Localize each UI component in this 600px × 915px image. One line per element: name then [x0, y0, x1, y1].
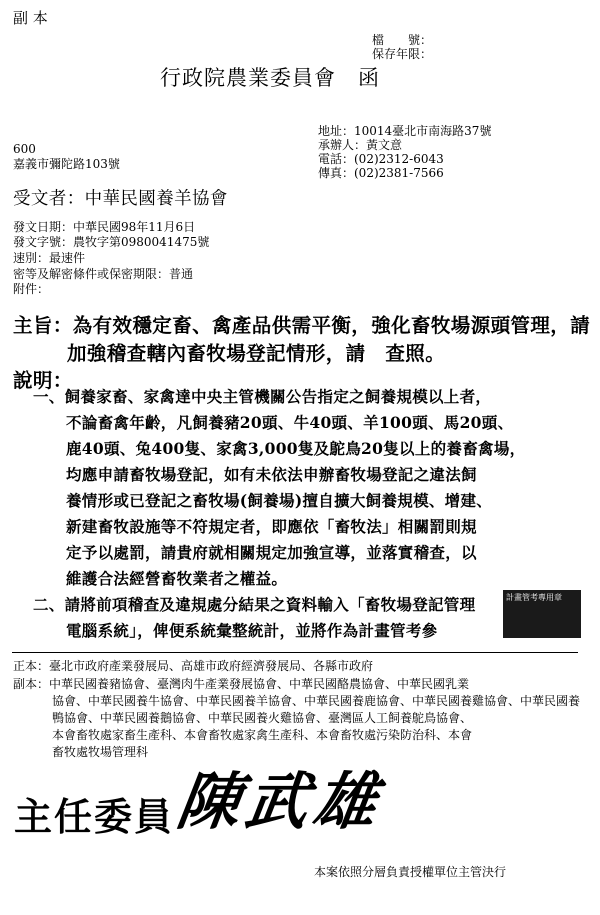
item-1-line: 均應申請畜牧場登記，如有未依法申辦畜牧場登記之違法飼 [66, 465, 477, 484]
delegation-note: 本案依照分層負責授權單位主管決行 [314, 865, 507, 879]
item-1-line: 一、飼養家畜、家禽達中央主管機關公告指定之飼養規模以上者， [33, 387, 492, 406]
subject-line-1: 主旨：為有效穩定畜、禽產品供需平衡，強化畜牧場源頭管理，請 [13, 314, 591, 337]
item-1-line: 新建畜牧設施等不符規定者，即應依「畜牧法」相關罰則規 [66, 517, 477, 536]
copy-line: 副本：中華民國養豬協會、臺灣肉牛產業發展協會、中華民國酪農協會、中華民國乳業 [13, 677, 470, 691]
official-copy-recipients: 正本：臺北市政府產業發展局、高雄市政府經濟發展局、各縣市政府 [13, 659, 374, 673]
issue-date: 發文日期：中華民國98年11月6日 [13, 220, 196, 234]
attachments: 附件： [13, 282, 50, 296]
sender-address: 地址：10014臺北市南海路37號 [318, 124, 492, 138]
chair-title: 主任委員 [14, 794, 175, 839]
explanation-label: 說明： [13, 369, 73, 392]
sender-phone: 電話：(02)2312-6043 [318, 152, 444, 166]
retention-label: 保存年限： [372, 47, 433, 61]
approval-stamp: 計畫管考專用章 [503, 590, 581, 638]
item-1-line: 不論畜禽年齡，凡飼養豬20頭、牛40頭、羊100頭、馬20頭、 [66, 413, 514, 432]
item-1-line: 養情形或已登記之畜牧場(飼養場)擅自擴大飼養規模、增建、 [66, 491, 493, 510]
signature: 陳武雄 [172, 765, 388, 838]
copy-mark: 副 本 [13, 9, 48, 27]
item-1-line: 鹿40頭、兔400隻、家禽3,000隻及鴕鳥20隻以上的養畜禽場， [66, 439, 526, 458]
recipient-postcode: 600 [13, 142, 36, 156]
copy-line: 本會畜牧處家畜生產科、本會畜牧處家禽生產科、本會畜牧處污染防治科、本會 [52, 728, 473, 742]
secrecy-level: 密等及解密條件或保密期限：普通 [13, 267, 194, 281]
document-number: 發文字號：農牧字第0980041475號 [13, 235, 210, 249]
item-2-line: 二、請將前項稽查及違規處分結果之資料輸入「畜牧場登記管理 [33, 595, 476, 614]
file-number-label: 檔 號： [372, 33, 433, 47]
sender-fax: 傳真：(02)2381-7566 [318, 166, 444, 180]
item-2-line: 電腦系統」，俾便系統彙整統計，並將作為計畫管考參 [66, 621, 438, 640]
recipient-address: 嘉義市彌陀路103號 [13, 157, 120, 171]
item-1-line: 維護合法經營畜牧業者之權益。 [66, 569, 288, 588]
divider [12, 652, 578, 653]
item-1-line: 定予以處罰，請貴府就相關規定加強宣導，並落實稽查，以 [66, 543, 477, 562]
copy-line: 畜牧處牧場管理科 [52, 745, 149, 759]
delivery-speed: 速別：最速件 [13, 251, 86, 265]
copy-line: 鴨協會、中華民國養鵝協會、中華民國養火雞協會、臺灣區人工飼養鴕鳥協會、 [52, 711, 473, 725]
recipient-line: 受文者：中華民國養羊協會 [13, 189, 228, 209]
document-title: 行政院農業委員會 函 [160, 66, 380, 90]
copy-line: 協會、中華民國養牛協會、中華民國養羊協會、中華民國養鹿協會、中華民國養雞協會、中華民國養 [52, 694, 581, 708]
sender-contact: 承辦人：黃文意 [318, 138, 403, 152]
subject-line-2: 加強稽查轄內畜牧場登記情形，請 查照。 [67, 342, 446, 365]
